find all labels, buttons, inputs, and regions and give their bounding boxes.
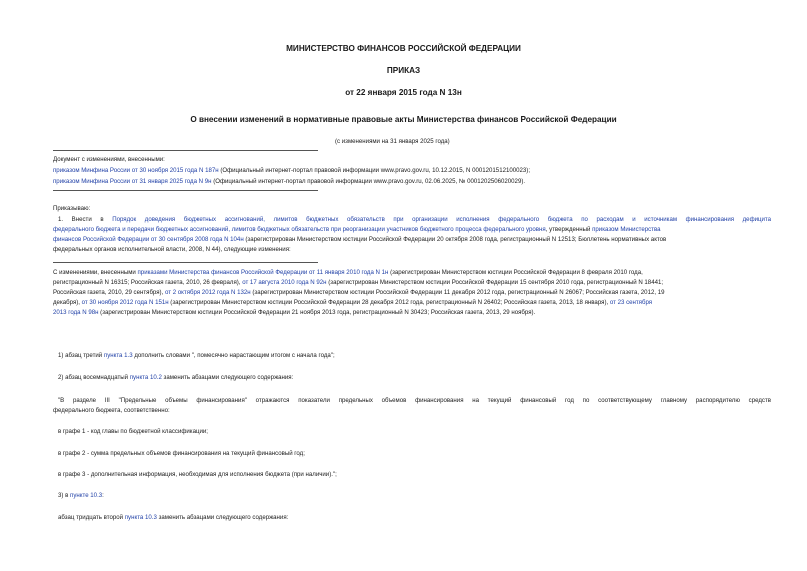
order-link-cont[interactable]: финансов Российской Федерации от 30 сентября 2008 года N 104н [53, 236, 244, 243]
item-text: 2) абзац восемнадцатый [58, 374, 130, 381]
amendments-intro: Документ с изменениями, внесенными: [53, 156, 165, 163]
amendment-link-2[interactable]: приказом Минфина России от 31 января 2025 года N 9н [53, 178, 212, 185]
column-3-description: в графе 3 - дополнительная информация, необходимая для исполнения бюджета (при наличии)."; [58, 471, 337, 478]
p1-text: , утвержденный [545, 226, 593, 233]
footnote-text: (зарегистрирован Министерством юстиции Российской Федерации 28 декабря 2012 года, регистрационный N 26402; Российская газета, 2013, 18 января), [168, 299, 610, 306]
p1-text: федеральных органов исполнительной власти, 2008, N 44) [53, 246, 221, 253]
amendment-item-2 [53, 178, 525, 185]
item-1 [58, 352, 335, 359]
footnote-text: Российская газета, 2010, 29 сентября), [53, 289, 165, 296]
point-1-3-link[interactable]: пункта 1.3 [103, 352, 133, 359]
item-text: дополнить словами ", помесячно нарастающим итогом с начала года"; [132, 352, 335, 359]
footnote-link-2[interactable]: от 17 августа 2010 года N 92н [242, 279, 327, 286]
footnote-link-5[interactable]: от 23 сентября [609, 299, 653, 306]
separator-line [53, 190, 318, 191]
procedure-link[interactable]: Порядок доведения бюджетных ассигнований, лимитов бюджетных обязательств при организации исполнения федерального бюджета по расходам и источникам финансирования дефицита [112, 216, 771, 223]
column-1-description: в графе 1 - код главы по бюджетной классификации; [58, 428, 208, 435]
paragraph-1-line-2 [53, 226, 661, 233]
amendment-link-1[interactable]: приказом Минфина России от 30 ноября 2015 года N 187н [53, 167, 219, 174]
quote-line-2: федерального бюджета, соответственно: [53, 407, 170, 414]
paragraph-1-line-1 [58, 216, 771, 223]
footnote-line-2 [53, 279, 663, 286]
footnote-line-4 [53, 299, 652, 306]
p1-text: 1. Внести в [58, 216, 113, 223]
point-10-3-link-2[interactable]: пункта 10.3 [124, 514, 157, 521]
footnote-text: (зарегистрирован Министерством юстиции Российской Федерации 15 сентября 2010 года, регистрационный N 18441; [326, 279, 664, 286]
changes-note: (с изменениями на 31 января 2025 года) [335, 138, 450, 145]
footnote-text: декабря), [53, 299, 82, 306]
footnote-link-5-cont[interactable]: 2013 года N 98н [53, 309, 99, 316]
footnote-text: (зарегистрирован Министерством юстиции Российской Федерации 11 декабря 2012 года, регистрационный N 26067; Российская газета, 2012, 19 [250, 289, 665, 296]
item-2 [58, 374, 293, 381]
column-2-description: в графе 2 - сумма предельных объемов финансирования на текущий финансовый год; [58, 450, 305, 457]
order-word: Приказываю: [53, 205, 91, 212]
item-text: 3) в [58, 492, 71, 499]
item-text: абзац тридцать второй [58, 514, 125, 521]
procedure-link-cont[interactable]: федерального бюджета и передачи бюджетных ассигнований, лимитов бюджетных обязательств при реорганизации участников бюджетного процесса федерального уровня [53, 226, 546, 233]
separator-line [53, 262, 318, 263]
paragraph-1-line-3 [53, 236, 666, 243]
footnote-line-1 [53, 269, 643, 276]
footnote-line-3 [53, 289, 665, 296]
footnote-link-4[interactable]: от 30 ноября 2012 года N 151н [81, 299, 169, 306]
paragraph-1-line-4 [53, 246, 291, 253]
date-number-heading: от 22 января 2015 года N 13н [345, 88, 462, 97]
item-3-sub [58, 514, 288, 521]
ministry-heading: МИНИСТЕРСТВО ФИНАНСОВ РОССИЙСКОЙ ФЕДЕРАЦИИ [286, 44, 521, 53]
p1-text: (зарегистрирован Министерством юстиции Российской Федерации 20 октября 2008 года, регистрационный N 12513; Бюллетень нормативных актов [243, 236, 667, 243]
item-3 [58, 492, 104, 499]
footnote-text: (зарегистрирован Министерством юстиции Российской Федерации 8 февраля 2010 года, [388, 269, 643, 276]
amendment-text-2: (Официальный интернет-портал правовой информации www.pravo.gov.ru, 02.06.2025, № 0001202506020029). [211, 178, 526, 185]
amendment-text-1: (Официальный интернет-портал правовой информации www.pravo.gov.ru, 10.12.2015, N 0001201512100023); [218, 167, 531, 174]
p1-text: , следующие изменения: [220, 246, 291, 253]
footnote-text: регистрационный N 16315; Российская газета, 2010, 26 февраля), [53, 279, 243, 286]
point-10-2-link[interactable]: пункта 10.2 [129, 374, 162, 381]
document-title: О внесении изменений в нормативные правовые акты Министерства финансов Российской Федерации [190, 115, 617, 124]
doc-type-heading: ПРИКАЗ [386, 66, 421, 75]
item-text: : [102, 492, 104, 499]
item-text: заменить абзацами следующего содержания: [161, 374, 294, 381]
item-text: заменить абзацами следующего содержания: [156, 514, 289, 521]
footnote-link-3[interactable]: от 2 октября 2012 года N 132н [164, 289, 251, 296]
footnote-link-1[interactable]: приказами Министерства финансов Российской Федерации от 11 января 2010 года N 1н [137, 269, 389, 276]
item-text: 1) абзац третий [58, 352, 104, 359]
point-10-3-link[interactable]: пункте 10.3 [70, 492, 103, 499]
order-link[interactable]: приказом Министерства [592, 226, 661, 233]
separator-line [53, 150, 318, 151]
footnote-text: С изменениями, внесенными [53, 269, 138, 276]
footnote-line-5 [53, 309, 535, 316]
quote-line-1: "В разделе III "Предельные объемы финансирования" отражаются показатели предельных объемов финансирования на текущий финансовый год по соответствующему главному распорядителю средств [58, 397, 771, 404]
amendment-item-1 [53, 167, 530, 174]
footnote-text: (зарегистрирован Министерством юстиции Российской Федерации 21 ноября 2013 года, регистрационный N 30423; Российская газета, 2013, 29 ноября). [98, 309, 536, 316]
